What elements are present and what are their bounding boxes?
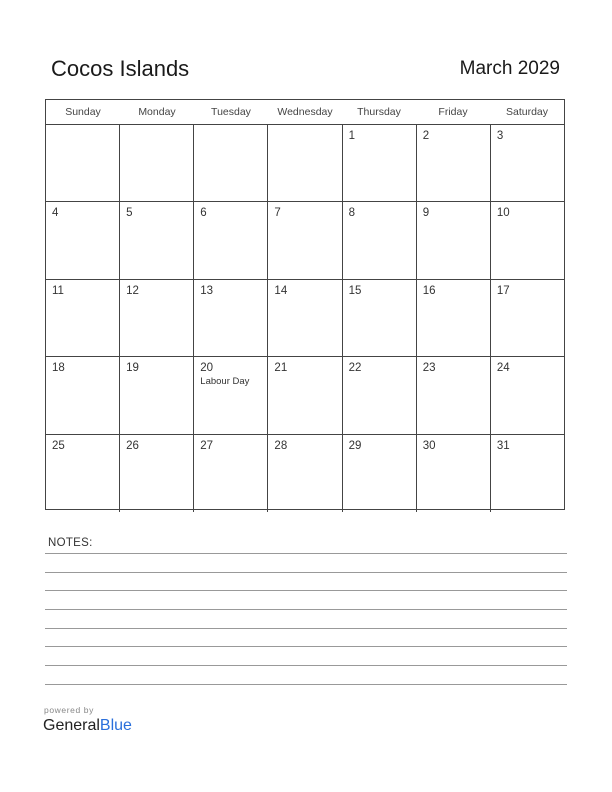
calendar-day-cell (193, 357, 267, 433)
calendar-day-cell (119, 280, 193, 356)
day-number: 13 (200, 284, 214, 297)
weekday-sunday: Sunday (65, 106, 101, 118)
calendar-day-cell (119, 357, 193, 433)
calendar-day-cell (342, 125, 416, 201)
brand-general: General (43, 717, 100, 734)
day-number: 26 (126, 439, 139, 452)
month-year-label: March 2029 (459, 58, 560, 79)
day-number: 28 (274, 439, 288, 452)
calendar-day-cell (267, 125, 341, 201)
calendar-day-cell (46, 125, 119, 201)
calendar-day-cell (342, 357, 416, 433)
calendar-grid (45, 99, 565, 510)
calendar-day-cell (342, 435, 416, 512)
calendar-day-cell (490, 357, 564, 433)
day-number: 19 (126, 362, 139, 375)
calendar-day-cell (193, 202, 267, 278)
weekday-tuesday: Tuesday (211, 106, 251, 118)
calendar-week-row (46, 435, 564, 512)
weekday-friday: Friday (438, 106, 468, 118)
day-number: 14 (274, 284, 288, 297)
calendar-day-cell (416, 202, 490, 278)
calendar-day-cell (46, 202, 119, 278)
calendar-week-row (46, 357, 564, 434)
day-number: 29 (348, 439, 362, 452)
notes-label: NOTES: (48, 537, 93, 549)
calendar-day-cell (119, 435, 193, 512)
notes-line (45, 628, 567, 629)
weekday-header (46, 100, 564, 125)
calendar-day-cell (342, 202, 416, 278)
day-number: 9 (422, 207, 430, 220)
day-number: 12 (126, 284, 139, 297)
brand-blue: Blue (99, 717, 132, 734)
day-number: 24 (496, 362, 510, 375)
day-number: 5 (126, 207, 133, 220)
generalblue-logo (43, 717, 132, 735)
day-number: 17 (496, 284, 510, 297)
calendar-day-cell (490, 202, 564, 278)
day-number: 7 (274, 207, 281, 220)
calendar-week-row (46, 202, 564, 279)
day-number: 31 (496, 439, 510, 452)
notes-line (45, 665, 567, 666)
calendar-day-cell (46, 435, 119, 512)
powered-by-text: powered by (44, 705, 94, 715)
notes-line (45, 609, 567, 610)
day-number: 27 (200, 439, 214, 452)
notes-line (45, 553, 567, 554)
calendar-day-cell (267, 435, 341, 512)
calendar-day-cell (490, 125, 564, 201)
notes-line (45, 646, 567, 647)
calendar-day-cell (490, 280, 564, 356)
calendar-day-cell (46, 280, 119, 356)
calendar-day-cell (267, 202, 341, 278)
day-number: 3 (496, 130, 504, 142)
notes-line (45, 684, 567, 685)
calendar-day-cell (416, 280, 490, 356)
calendar-day-cell (193, 125, 267, 201)
holiday-label: Labour Day (200, 376, 250, 388)
calendar-day-cell (267, 357, 341, 433)
calendar-day-cell (119, 125, 193, 201)
calendar-day-cell (46, 357, 119, 433)
calendar-week-row (46, 280, 564, 357)
calendar-day-cell (342, 280, 416, 356)
day-number: 1 (348, 130, 355, 142)
day-number: 16 (422, 284, 436, 297)
day-number: 30 (422, 439, 436, 452)
day-number: 11 (52, 284, 64, 297)
calendar-week-row (46, 125, 564, 202)
day-number: 4 (52, 207, 59, 220)
day-number: 23 (422, 362, 436, 375)
weekday-thursday: Thursday (357, 106, 401, 118)
day-number: 25 (52, 439, 65, 452)
weekday-saturday: Saturday (505, 106, 549, 118)
day-number: 8 (348, 207, 355, 220)
day-number: 2 (422, 130, 430, 142)
calendar-day-cell (119, 202, 193, 278)
weekday-wednesday: Wednesday (277, 106, 333, 118)
calendar-day-cell (490, 435, 564, 512)
notes-line (45, 590, 567, 591)
weekday-monday: Monday (138, 106, 176, 118)
day-number: 20 (200, 362, 214, 375)
calendar-day-cell (193, 435, 267, 512)
calendar-day-cell (193, 280, 267, 356)
calendar-day-cell (416, 357, 490, 433)
day-number: 10 (496, 207, 510, 220)
day-number: 15 (348, 284, 362, 297)
country-title: Cocos Islands (51, 56, 190, 81)
calendar-day-cell (267, 280, 341, 356)
calendar-day-cell (416, 435, 490, 512)
day-number: 6 (200, 207, 207, 220)
notes-line (45, 572, 567, 573)
calendar-day-cell (416, 125, 490, 201)
day-number: 18 (52, 362, 65, 375)
day-number: 22 (348, 362, 362, 375)
day-number: 21 (274, 362, 288, 375)
